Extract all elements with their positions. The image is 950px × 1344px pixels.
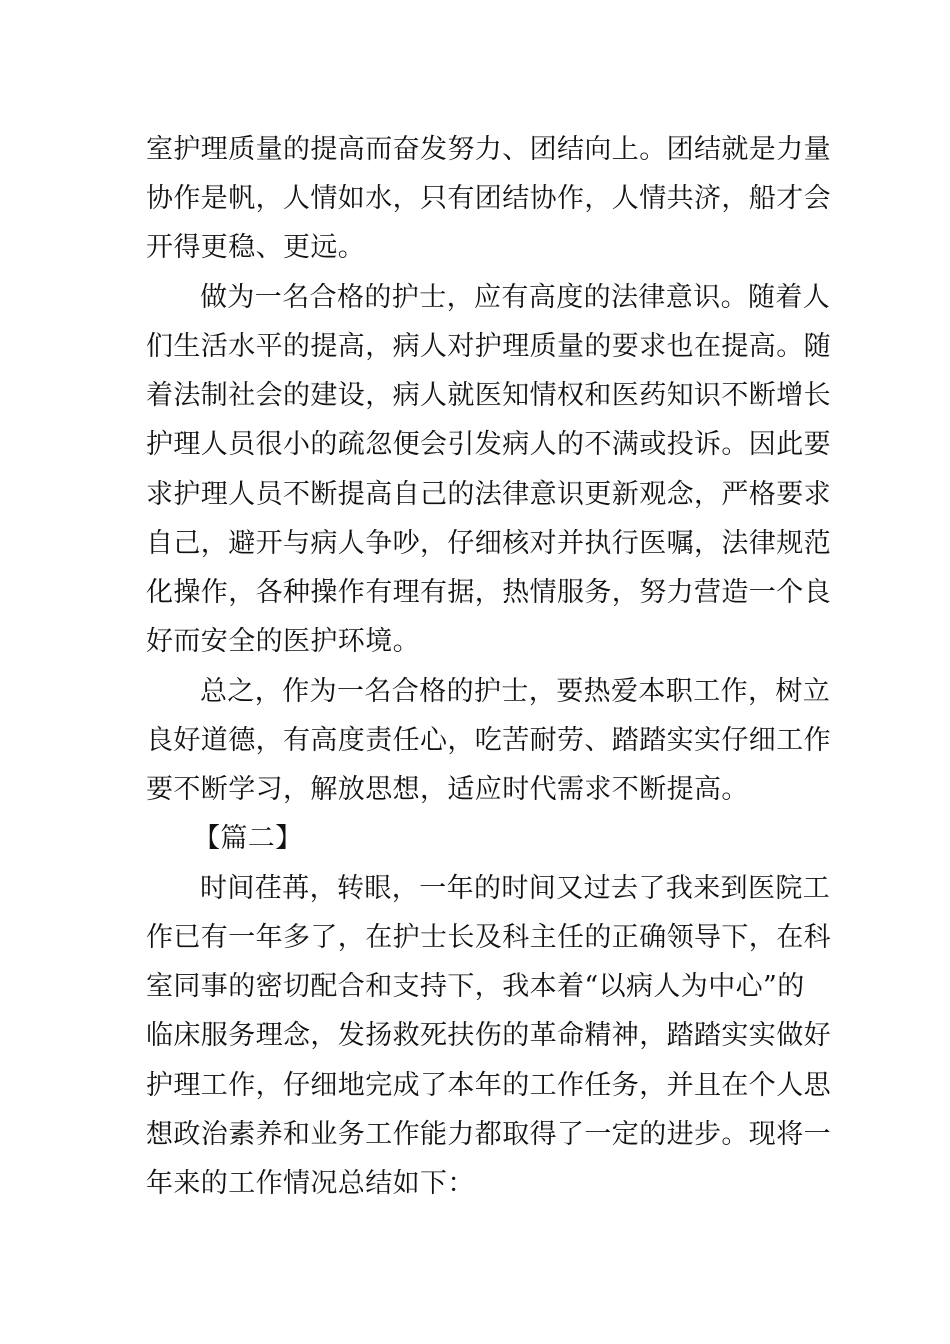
paragraph-start-line: 时间荏苒，转眼，一年的时间又过去了我来到医院工 xyxy=(200,873,831,904)
text-line: 要不断学习，解放思想，适应时代需求不断提高。 xyxy=(146,774,749,805)
text-line: 室同事的密切配合和支持下，我本着“以病人为中心”的 xyxy=(146,971,805,1002)
text-line: 良好道德，有高度责任心，吃苦耐劳、踏踏实实仔细工作 xyxy=(146,725,831,756)
text-line: 护理人员很小的疏忽便会引发病人的不满或投诉。因此要 xyxy=(146,429,831,460)
text-line: 临床服务理念，发扬救死扶伤的革命精神，踏踏实实做好 xyxy=(146,1020,831,1051)
text-line: 求护理人员不断提高自己的法律意识更新观念，严格要求 xyxy=(146,479,831,510)
text-line: 自己，避开与病人争吵，仔细核对并执行医嘱，法律规范 xyxy=(146,528,831,559)
text-line: 护理工作，仔细地完成了本年的工作任务，并且在个人思 xyxy=(146,1070,831,1101)
text-line: 着法制社会的建设，病人就医知情权和医药知识不断增长 xyxy=(146,380,831,411)
text-line: 开得更稳、更远。 xyxy=(146,232,366,263)
paragraph-start-line: 总之，作为一名合格的护士，要热爱本职工作，树立 xyxy=(200,676,831,707)
text-line: 年来的工作情况总结如下： xyxy=(146,1168,475,1199)
text-line: 作已有一年多了，在护士长及科主任的正确领导下，在科 xyxy=(146,922,831,953)
text-line: 室护理质量的提高而奋发努力、团结向上。团结就是力量 xyxy=(146,134,831,165)
text-line: 们生活水平的提高，病人对护理质量的要求也在提高。随 xyxy=(146,331,831,362)
text-line: 想政治素养和业务工作能力都取得了一定的进步。现将一 xyxy=(146,1119,831,1150)
paragraph-start-line: 做为一名合格的护士，应有高度的法律意识。随着人 xyxy=(200,282,831,313)
text-line: 好而安全的医护环境。 xyxy=(146,626,420,657)
section-heading: 【篇二】 xyxy=(193,823,303,854)
text-line: 化操作，各种操作有理有据，热情服务，努力营造一个良 xyxy=(146,577,831,608)
text-line: 协作是帆，人情如水，只有团结协作，人情共济，船才会 xyxy=(146,183,831,214)
